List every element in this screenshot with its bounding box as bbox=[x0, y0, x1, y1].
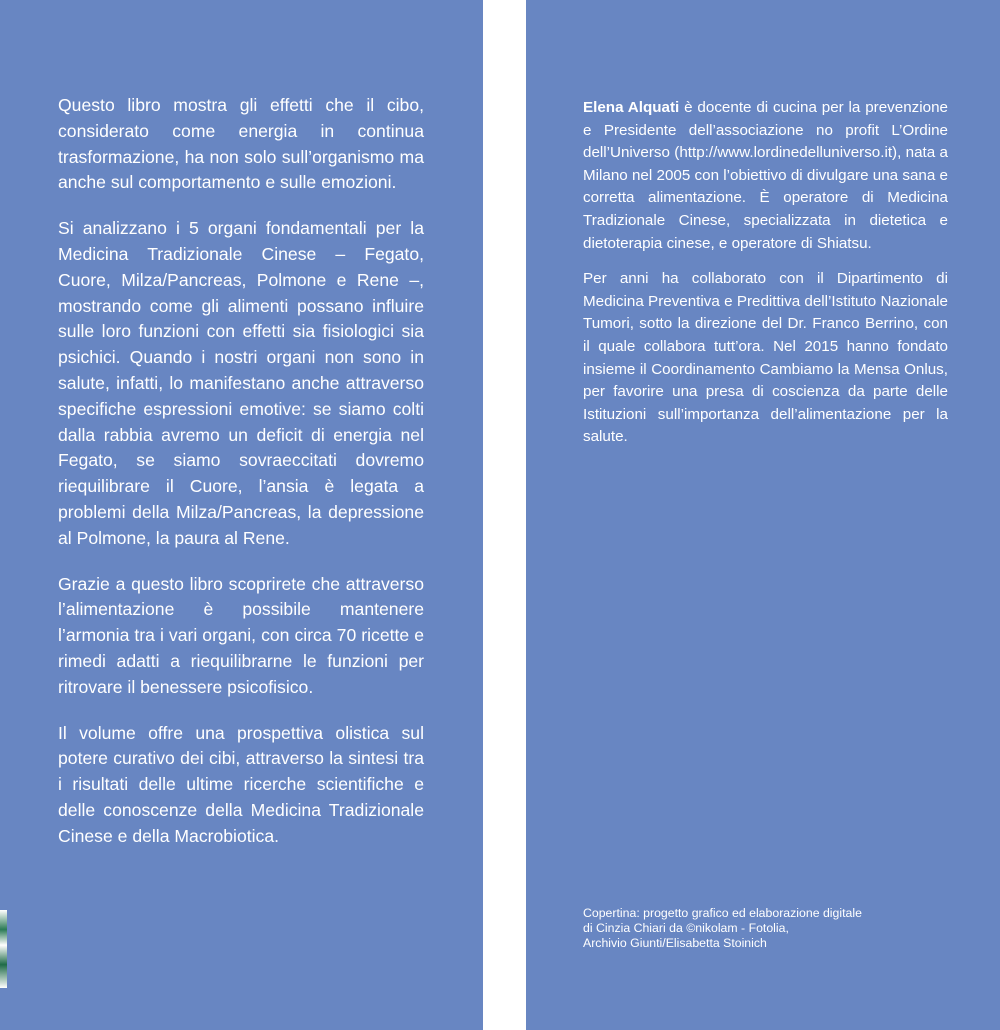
credits-line-2: di Cinzia Chiari da ©nikolam - Fotolia, bbox=[583, 921, 789, 936]
author-name: Elena Alquati bbox=[583, 99, 680, 116]
description-paragraph-3: Grazie a questo libro scoprirete che attraverso l’alimentazione è possibile mantenere l’armonia tra i vari organi, con circa 70 ricette e rimedi adatti a riequilibrarne le funzioni per ritrovare il benessere psicofisico. bbox=[58, 573, 424, 697]
cover-image-edge bbox=[0, 910, 7, 988]
credits-line-3: Archivio Giunti/Elisabetta Stoinich bbox=[583, 936, 767, 951]
bio-paragraph-1 bbox=[583, 97, 948, 255]
cover-credits bbox=[583, 906, 903, 952]
bio-paragraph-1-text: è docente di cucina per la prevenzione e Presidente dell’associazione no profit L’Ordine dell’Universo (http://www.lordinedelluniverso.it), nata a Milano nel 2005 con l’obiettivo di divulgare una sana e corretta alimentazione. È operatore di Medicina Tradizionale Cinese, specializzata in dietetica e dietoterapia cinese, e operatore di Shiatsu. bbox=[583, 99, 948, 252]
credits-line-1: Copertina: progetto grafico ed elaborazione digitale bbox=[583, 906, 862, 920]
author-bio bbox=[583, 97, 948, 462]
page-gutter bbox=[483, 0, 526, 1030]
description-paragraph-4: Il volume offre una prospettiva olistica sul potere curativo dei cibi, attraverso la sintesi tra i risultati delle ultime ricerche scientifiche e delle conoscenze della Medicina Tradizionale Cinese e della Macrobiotica. bbox=[58, 722, 424, 846]
description-paragraph-1: Questo libro mostra gli effetti che il cibo, considerato come energia in continua trasformazione, ha non solo sull’organismo ma anche sul comportamento e sulle emozioni. bbox=[58, 95, 424, 193]
description-paragraph-2: Si analizzano i 5 organi fondamentali per la Medicina Tradizionale Cinese – Fegato, Cuore, Milza/Pancreas, Polmone e Rene –, mostrando come gli alimenti possano influire sulle loro funzioni con effetti sia fisiologici sia psichici. Quando i nostri organi non sono in salute, infatti, lo manifestano anche attraverso specifiche espressioni emotive: se siamo colti dalla rabbia avremo un deficit di energia nel Fegato, se siamo sovraeccitati dovremo riequilibrare il Cuore, l’ansia è legata a problemi della Milza/Pancreas, la depressione al Polmone, la paura al Rene. bbox=[58, 218, 424, 548]
book-description bbox=[58, 93, 424, 870]
bio-paragraph-2: Per anni ha collaborato con il Dipartimento di Medicina Preventiva e Predittiva dell’Istituto Nazionale Tumori, sotto la direzione del Dr. Franco Berrino, con il quale collabora tutt’ora. Nel 2015 hanno fondato insieme il Coordinamento Cambiamo la Mensa Onlus, per favorire una presa di coscienza da parte delle Istituzioni sull’importanza dell’alimentazione per la salute. bbox=[583, 270, 948, 446]
